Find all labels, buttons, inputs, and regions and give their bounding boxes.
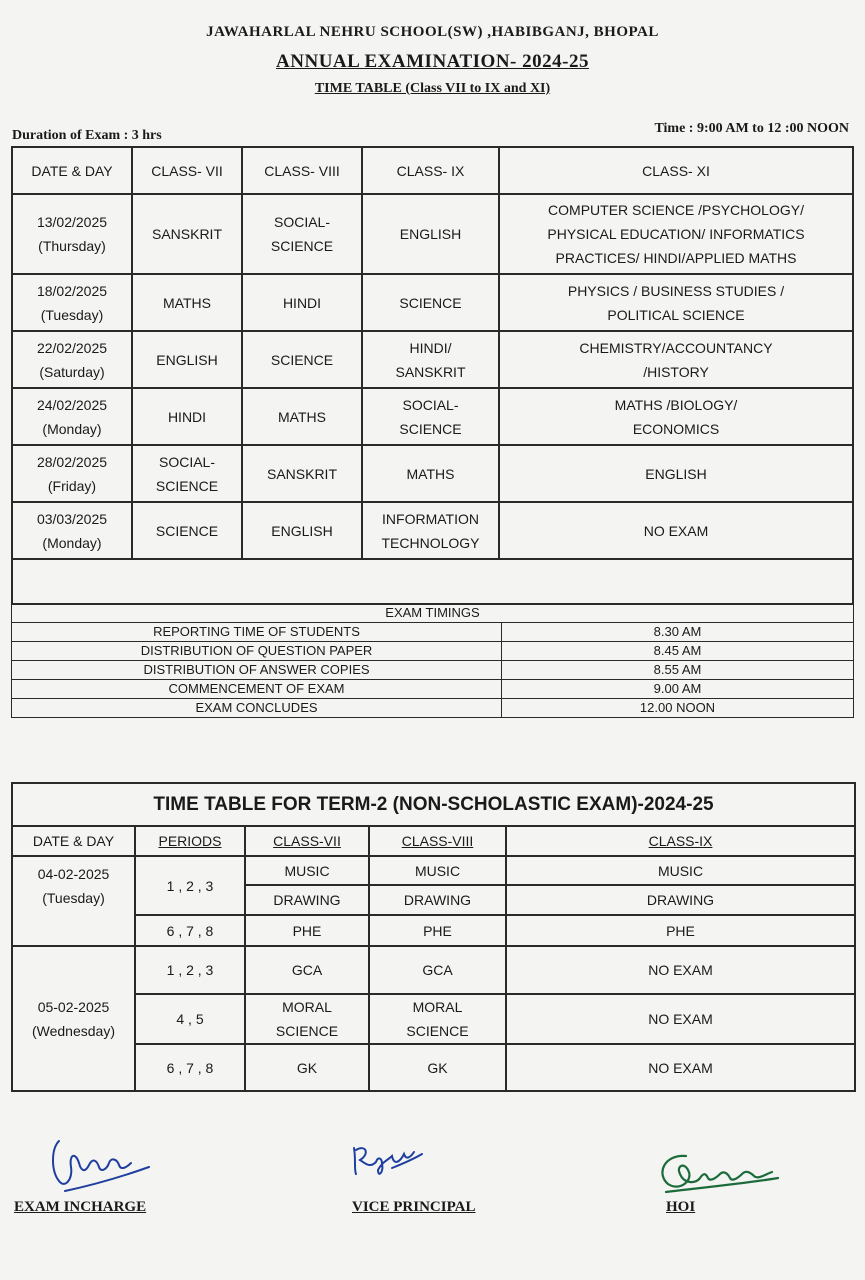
timing-value: 12.00 NOON xyxy=(502,699,854,718)
class-ix-cell: SOCIAL- SCIENCE xyxy=(362,388,499,445)
exam-time: Time : 9:00 AM to 12 :00 NOON xyxy=(654,121,849,136)
class-vii-cell: GCA xyxy=(245,946,369,994)
periods-cell: 6 , 7 , 8 xyxy=(135,915,245,946)
class-viii-cell: MUSIC xyxy=(369,856,506,885)
day-text: (Monday) xyxy=(42,420,102,437)
timing-value: 8.55 AM xyxy=(502,661,854,680)
vice-principal-label: VICE PRINCIPAL xyxy=(352,1199,476,1215)
table-row xyxy=(12,194,853,274)
date-cell xyxy=(12,445,132,502)
periods-cell: 1 , 2 , 3 xyxy=(135,856,245,915)
class-ix-cell: PHE xyxy=(506,915,855,946)
date-cell xyxy=(12,502,132,559)
date-text: 18/02/2025 xyxy=(36,282,108,299)
timing-value: 9.00 AM xyxy=(502,680,854,699)
table-row xyxy=(12,623,854,642)
table-row xyxy=(12,915,855,946)
timing-label: DISTRIBUTION OF QUESTION PAPER xyxy=(12,642,502,661)
exam-incharge-signature xyxy=(45,1133,155,1197)
class-viii-cell: ENGLISH xyxy=(242,502,362,559)
day-text: (Friday) xyxy=(47,477,97,494)
class-ix-cell: SCIENCE xyxy=(362,274,499,331)
class-vii-cell: PHE xyxy=(245,915,369,946)
term2-title-row xyxy=(12,783,855,826)
timings-title: EXAM TIMINGS xyxy=(12,604,854,623)
class-ix-cell: DRAWING xyxy=(506,885,855,915)
table-header-row xyxy=(12,147,853,194)
date-cell xyxy=(12,194,132,274)
class-vii-cell: MORAL SCIENCE xyxy=(245,994,369,1044)
class-vii-cell: MUSIC xyxy=(245,856,369,885)
class-xi-cell: NO EXAM xyxy=(499,502,853,559)
header-class-ix: CLASS- IX xyxy=(362,147,499,194)
class-viii-cell: MATHS xyxy=(242,388,362,445)
class-vii-cell: SCIENCE xyxy=(132,502,242,559)
class-viii-cell: SOCIAL- SCIENCE xyxy=(242,194,362,274)
date-text: 22/02/2025 xyxy=(36,339,108,356)
date-text: 03/03/2025 xyxy=(36,510,108,527)
timing-label: DISTRIBUTION OF ANSWER COPIES xyxy=(12,661,502,680)
timing-label: COMMENCEMENT OF EXAM xyxy=(12,680,502,699)
timing-label: REPORTING TIME OF STUDENTS xyxy=(12,623,502,642)
day-text: (Wednesday) xyxy=(31,1022,115,1039)
table-row xyxy=(12,699,854,718)
date-cell xyxy=(12,856,135,915)
header-class-viii: CLASS-VIII xyxy=(369,826,506,856)
table-row xyxy=(12,331,853,388)
class-xi-cell: ENGLISH xyxy=(499,445,853,502)
term2-timetable xyxy=(11,782,856,1092)
class-ix-cell: NO EXAM xyxy=(506,994,855,1044)
table-row xyxy=(12,642,854,661)
table-row xyxy=(12,680,854,699)
date-cell xyxy=(12,946,135,1091)
header-class-ix: CLASS-IX xyxy=(506,826,855,856)
class-vii-cell: ENGLISH xyxy=(132,331,242,388)
class-vii-cell: SANSKRIT xyxy=(132,194,242,274)
term2-header-row xyxy=(12,826,855,856)
class-ix-cell: ENGLISH xyxy=(362,194,499,274)
school-name: JAWAHARLAL NEHRU SCHOOL(SW) ,HABIBGANJ, BHOPAL xyxy=(206,24,659,40)
class-vii-cell: GK xyxy=(245,1044,369,1091)
annual-exam-timetable xyxy=(11,146,854,605)
table-row xyxy=(12,994,855,1044)
class-viii-cell: MORAL SCIENCE xyxy=(369,994,506,1044)
exam-duration: Duration of Exam : 3 hrs xyxy=(12,128,162,143)
header-date-day: DATE & DAY xyxy=(12,826,135,856)
vice-principal-signature xyxy=(348,1138,428,1182)
class-xi-cell: MATHS /BIOLOGY/ ECONOMICS xyxy=(499,388,853,445)
date-cell xyxy=(12,388,132,445)
class-ix-cell: MUSIC xyxy=(506,856,855,885)
table-row xyxy=(12,502,853,559)
exam-title-text: ANNUAL EXAMINATION- 2024-25 xyxy=(276,51,589,72)
class-ix-cell: INFORMATION TECHNOLOGY xyxy=(362,502,499,559)
class-vii-cell: DRAWING xyxy=(245,885,369,915)
hoi-label: HOI xyxy=(666,1199,696,1215)
table-row xyxy=(12,1044,855,1091)
class-ix-cell: MATHS xyxy=(362,445,499,502)
class-viii-cell: PHE xyxy=(369,915,506,946)
table-row xyxy=(12,946,855,994)
class-viii-cell: GK xyxy=(369,1044,506,1091)
day-text: (Tuesday) xyxy=(42,890,105,906)
class-viii-cell: SANSKRIT xyxy=(242,445,362,502)
periods-cell: 6 , 7 , 8 xyxy=(135,1044,245,1091)
exam-title xyxy=(0,51,865,73)
class-xi-cell: PHYSICS / BUSINESS STUDIES / POLITICAL SCIENCE xyxy=(499,274,853,331)
header-class-xi: CLASS- XI xyxy=(499,147,853,194)
class-ix-cell: NO EXAM xyxy=(506,1044,855,1091)
header-periods: PERIODS xyxy=(135,826,245,856)
day-text: (Thursday) xyxy=(38,238,106,254)
timing-value: 8.45 AM xyxy=(502,642,854,661)
header-class-vii: CLASS- VII xyxy=(132,147,242,194)
header-class-viii: CLASS- VIII xyxy=(242,147,362,194)
class-ix-cell: HINDI/ SANSKRIT xyxy=(362,331,499,388)
term2-title: TIME TABLE FOR TERM-2 (NON-SCHOLASTIC EXAM)-2024-25 xyxy=(12,783,855,826)
exam-timings-table xyxy=(11,603,854,718)
table-row xyxy=(12,388,853,445)
header-class-vii: CLASS-VII xyxy=(245,826,369,856)
class-viii-cell: SCIENCE xyxy=(242,331,362,388)
date-text: 04-02-2025 xyxy=(37,866,110,882)
day-text: (Saturday) xyxy=(39,363,105,380)
class-viii-cell: DRAWING xyxy=(369,885,506,915)
date-text: 24/02/2025 xyxy=(36,396,108,413)
class-vii-cell: SOCIAL- SCIENCE xyxy=(132,445,242,502)
class-viii-cell: HINDI xyxy=(242,274,362,331)
date-text: 13/02/2025 xyxy=(36,214,108,230)
hoi-signature xyxy=(650,1144,790,1204)
class-vii-cell: HINDI xyxy=(132,388,242,445)
date-cell-continued xyxy=(12,915,135,946)
date-text: 05-02-2025 xyxy=(37,998,110,1015)
exam-incharge-label: EXAM INCHARGE xyxy=(14,1199,147,1215)
blank-cell xyxy=(12,559,853,604)
day-text: (Monday) xyxy=(42,534,102,551)
table-row xyxy=(12,274,853,331)
class-vii-cell: MATHS xyxy=(132,274,242,331)
periods-cell: 1 , 2 , 3 xyxy=(135,946,245,994)
class-ix-cell: NO EXAM xyxy=(506,946,855,994)
table-row xyxy=(12,856,855,885)
class-xi-cell: COMPUTER SCIENCE /PSYCHOLOGY/ PHYSICAL EDUCATION/ INFORMATICS PRACTICES/ HINDI/APPLIED MATHS xyxy=(499,194,853,274)
date-cell xyxy=(12,331,132,388)
table-row xyxy=(12,661,854,680)
timing-value: 8.30 AM xyxy=(502,623,854,642)
day-text: (Tuesday) xyxy=(40,306,104,323)
class-xi-cell: CHEMISTRY/ACCOUNTANCY /HISTORY xyxy=(499,331,853,388)
date-text: 28/02/2025 xyxy=(36,453,108,470)
table-row xyxy=(12,445,853,502)
exam-subtitle xyxy=(0,81,865,97)
timings-title-row xyxy=(12,604,854,623)
periods-cell: 4 , 5 xyxy=(135,994,245,1044)
timing-label: EXAM CONCLUDES xyxy=(12,699,502,718)
blank-row xyxy=(12,559,853,604)
exam-subtitle-text: TIME TABLE (Class VII to IX and XI) xyxy=(314,81,551,96)
date-cell xyxy=(12,274,132,331)
class-viii-cell: GCA xyxy=(369,946,506,994)
header-date-day: DATE & DAY xyxy=(12,147,132,194)
